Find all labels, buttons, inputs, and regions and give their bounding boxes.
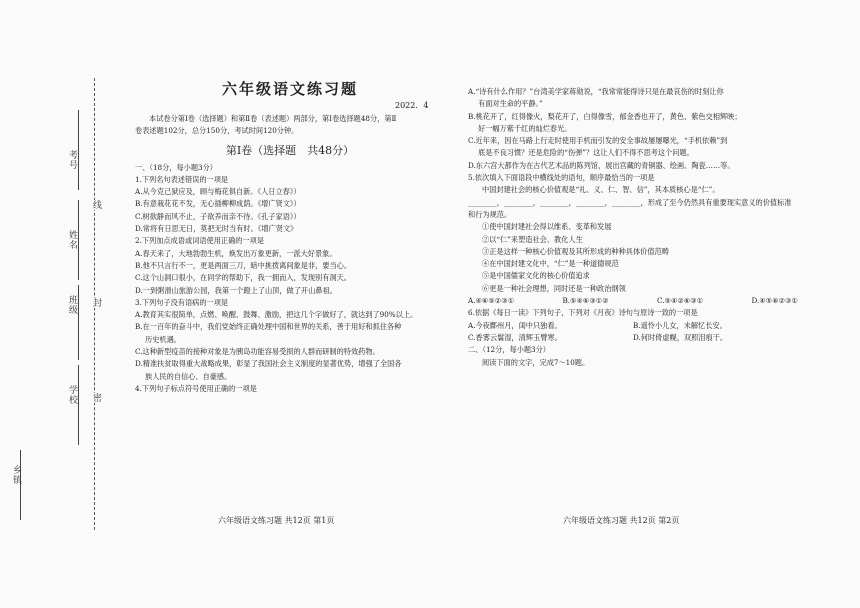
class-blank bbox=[78, 285, 79, 360]
q4-option-b: B.桃花开了，红得像火，梨花开了，白得像雪，郁金香也开了，黄色、紫色交相辉映； bbox=[468, 111, 742, 121]
part-one-heading: 一、（18分，每小题3分） bbox=[135, 162, 217, 172]
binding-label-class: 班级 bbox=[67, 295, 77, 315]
page-1 bbox=[135, 70, 445, 395]
town-blank bbox=[20, 450, 21, 520]
q6-options-row-1 bbox=[468, 320, 798, 332]
binding-label-name: 姓名 bbox=[67, 230, 77, 250]
q5-item-3: ③正是这样一种核心价值观及其所形成的种种具体价值范畴 bbox=[482, 246, 669, 256]
q1-option-a: A.从今克己狱应及，顾与梅花俱自新。《人日立春》） bbox=[135, 187, 301, 197]
q5-option-b: B.⑤④⑥③①② bbox=[562, 296, 609, 306]
q3-option-b-cont: 历史机遇。 bbox=[145, 334, 181, 344]
q6-option-c: C.香雾云鬟湿，清辉玉臂寒。 bbox=[468, 332, 562, 342]
q3-option-a: A.教育其实很简单，点燃、唤醒、鼓舞、激励，把这几个字做好了，就达到了90%以上。 bbox=[135, 310, 418, 320]
q5-passage-3: 和行为规范。 bbox=[468, 209, 512, 219]
q3-option-d-cont: 族人民的自信心、自豪感。 bbox=[145, 371, 232, 381]
q2-option-a: A.春天来了，大地勃勃生机，焕发出万象更新，一派大好景象。 bbox=[135, 248, 337, 258]
page-2 bbox=[468, 86, 798, 369]
school-blank bbox=[78, 365, 79, 445]
q2-option-d: D.一到粥滑山旅游公园，我第一个蹬上了山顶，做了开山鼻祖。 bbox=[135, 285, 337, 295]
q5-passage-1: 中国封建社会的核心价值观是“礼、义、仁、智、信”，其本质核心是“仁”。 bbox=[482, 185, 720, 195]
part-two-instruction: 阅读下面的文字，完成7～10题。 bbox=[482, 357, 590, 367]
q4-option-c-cont: 底是不良习惯？还是危险的“伤弹”？这让人们不得不思考这个问题。 bbox=[478, 148, 694, 158]
q5-options bbox=[468, 295, 798, 307]
q1-option-c: C.树欲静而风不止，子欲养而亲不待。《孔子家语》） bbox=[135, 211, 301, 221]
question-2: 2.下列加点成语或词语使用正确的一项是 bbox=[135, 236, 265, 246]
q3-option-d: D.精准扶贫取得重大战略成果，彰显了我国社会主义制度的显著优势，增强了全国各 bbox=[135, 359, 402, 369]
binding-mark-line: 线 bbox=[91, 200, 101, 210]
q6-option-d: D.何时倚虚幌，双照泪痕干。 bbox=[633, 332, 728, 342]
q4-option-a-cont: 有面对生命的平静。” bbox=[478, 99, 543, 109]
exam-date: 2022．4 bbox=[395, 101, 429, 110]
binding-label-exam-no: 考号 bbox=[67, 150, 77, 170]
section-heading: 第Ⅰ卷（选择题 共48分） bbox=[225, 143, 355, 157]
q5-item-6: ⑥更是一种社会理想，同时还是一种政治纲领 bbox=[482, 283, 626, 293]
question-1: 1.下列名句表述错误的一项是 bbox=[135, 174, 229, 184]
q5-passage-2: ________，________，________，________，________，形成了至今仍然具有重要现实意义的价值标准 bbox=[468, 197, 792, 207]
question-6: 6.依据《每日一读》下列句子，下列对《月夜》诗句与原诗一致的一项是 bbox=[468, 308, 698, 318]
intro-line-2: 卷表述题102分，总分150分，考试时间120分钟。 bbox=[135, 126, 299, 136]
q5-option-c: C.⑤④②⑥③① bbox=[657, 296, 704, 306]
binding-label-town: 乡镇 bbox=[11, 465, 21, 485]
q2-option-b: B.他不只言行不一，更是两面三刀，暗中挑拨离间象是非，要当心。 bbox=[135, 260, 352, 270]
page-title: 六年级语文练习题 bbox=[221, 80, 358, 98]
question-3: 3.下列句子没有语病的一项是 bbox=[135, 297, 229, 307]
q4-option-c: C.近年来，因在马路上行走时使用手机而引发的安全事故屡屡曝光，“手机依赖”到 bbox=[468, 136, 728, 146]
q1-option-b: B.有意栽花花不发，无心插柳柳成荫。《增广贤文》） bbox=[135, 199, 301, 209]
page-1-footer: 六年级语文练习题 共12页 第1页 bbox=[218, 516, 335, 525]
page-2-footer: 六年级语文练习题 共12页 第2页 bbox=[563, 516, 680, 525]
binding-mark-seal: 封 bbox=[91, 298, 101, 308]
q4-option-b-cont: 好一幅万紫千红的灿烂春光。 bbox=[478, 123, 572, 133]
q5-option-a: A.④⑥⑤②③① bbox=[468, 296, 515, 306]
q6-options-row-2 bbox=[468, 332, 798, 344]
q6-option-b: B.遥怜小儿女，未解忆长安。 bbox=[633, 320, 727, 330]
exam-no-blank bbox=[78, 110, 79, 190]
binding-mark-secret: 密 bbox=[91, 393, 101, 403]
q1-option-d: D.常将有日思无日，莫把无时当有时。《增广贤文》 bbox=[135, 224, 298, 234]
name-blank bbox=[78, 200, 79, 280]
q6-option-a: A.今夜鄜州月，闺中只独看。 bbox=[468, 320, 562, 330]
q5-item-4: ④在中国封建文化中，“仁”是一种道德规范 bbox=[482, 259, 619, 269]
q4-option-d: D.东六宫大都作为在古代艺术品的陈列馆，展出宫藏的青铜器、绘画、陶瓷……等。 bbox=[468, 160, 735, 170]
q2-option-c: C.这个山洞口很小，在同学的帮助下，我一拥而入，发现别有洞天。 bbox=[135, 273, 351, 283]
q5-item-2: ②以“仁”来塑造社会、教化人生 bbox=[482, 234, 583, 244]
q3-option-c: C.这种新型疫苗的接种对象是为胰岛功能容易受损的人群而研制的特效药物。 bbox=[135, 347, 380, 357]
q5-item-1: ①使中国封建社会得以维系、变革和发展 bbox=[482, 222, 612, 232]
question-5: 5.依次填入下面语段中横线处的语句，顺序最恰当的一项是 bbox=[468, 173, 655, 183]
part-two-heading: 二、（12分，每小题3分） bbox=[468, 345, 550, 355]
q3-option-b: B.在一百年的奋斗中，我们党始终正确处理中国和世界的关系，善于用好和抓住各种 bbox=[135, 322, 402, 332]
q5-option-d: D.④⑤⑥②③① bbox=[751, 296, 798, 306]
intro-line-1: 本试卷分第Ⅰ卷（选择题）和第Ⅱ卷（表述题）两部分，第Ⅰ卷选择题48分，第Ⅱ bbox=[149, 114, 397, 123]
q5-item-5: ⑤是中国儒家文化的核心价值追求 bbox=[482, 271, 590, 281]
question-4: 4.下列句子标点符号使用正确的一项是 bbox=[135, 383, 257, 393]
q4-option-a: A.“诗有什么作用？”台湾美学家蒋勋说，“我常常能得诗只是在最哀伤的时刻让你 bbox=[468, 87, 724, 96]
binding-label-school: 学校 bbox=[67, 385, 77, 405]
